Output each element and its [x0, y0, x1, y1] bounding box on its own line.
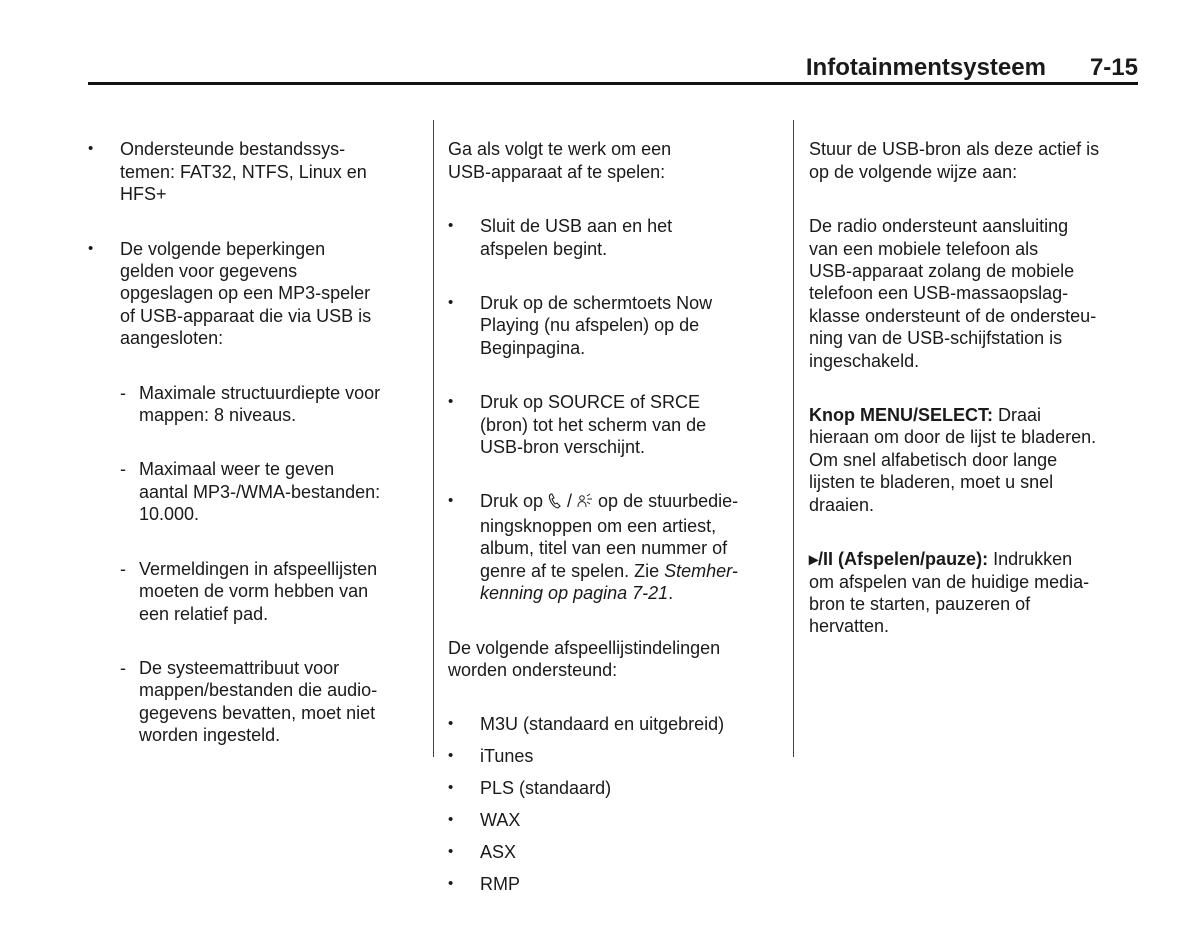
bullet: • — [448, 843, 454, 861]
format-name: iTunes — [480, 746, 534, 767]
control-description: Indrukken om afspelen van de huidige media- bron te starten, pauzeren of hervatten. — [809, 549, 1090, 637]
list-item — [448, 745, 778, 767]
list-item — [88, 138, 418, 205]
bullet: • — [448, 875, 454, 893]
paragraph — [809, 404, 1144, 516]
play-pause-icon: ▸/II — [809, 549, 834, 570]
bullet: • — [448, 294, 454, 312]
text: / — [562, 491, 578, 512]
bullet: • — [448, 811, 454, 829]
format-name: PLS (standaard) — [480, 778, 612, 799]
voice-recognition-icon — [577, 492, 593, 514]
section-title: Infotainmentsysteem — [805, 54, 1046, 81]
bullet: • — [448, 492, 454, 510]
bullet: • — [448, 715, 454, 733]
text: . — [668, 583, 674, 604]
paragraph: Ga als volgt te werk om een USB-apparaat af te spelen: — [448, 139, 672, 182]
bullet: • — [448, 779, 454, 797]
control-label: (Afspelen/pauze): — [833, 549, 989, 570]
bullet: • — [448, 217, 454, 235]
format-name: WAX — [480, 810, 521, 831]
sub-list-item-text: Vermeldingen in afspeellijsten moeten de vorm hebben van een relatief pad. — [139, 558, 378, 624]
sub-list-item — [120, 657, 418, 747]
bullet: • — [88, 140, 94, 158]
column-divider — [793, 120, 794, 757]
list-item — [448, 391, 778, 458]
column-left — [88, 116, 418, 779]
list-item-text: De volgende beperkingen gelden voor gegevens opgeslagen op een MP3-speler of USB-apparaat die via USB is aangesloten: — [120, 238, 372, 349]
bullet: • — [448, 393, 454, 411]
dash: - — [120, 558, 126, 579]
list-item — [448, 292, 778, 359]
list-item-text: Ondersteunde bestandssys- temen: FAT32, NTFS, Linux en HFS+ — [120, 139, 367, 205]
list-item — [448, 809, 778, 831]
paragraph: De radio ondersteunt aansluiting van een mobiele telefoon als USB-apparaat zolang de mobiele telefoon een USB-massaopslag- klasse ondersteunt of de ondersteu- ning van de USB-schijfstation is ingeschakeld. — [809, 216, 1097, 371]
list-item-text: Druk op de schermtoets Now Playing (nu afspelen) op de Beginpagina. — [480, 293, 713, 358]
bullet: • — [448, 747, 454, 765]
format-name: RMP — [480, 874, 520, 895]
sub-list-item-text: De systeemattribuut voor mappen/bestanden die audio- gegevens bevatten, moet niet worden ingesteld. — [139, 657, 378, 746]
list-item — [448, 490, 778, 604]
dash: - — [120, 459, 126, 480]
format-name: M3U (standaard en uitgebreid) — [480, 714, 725, 735]
formats-list — [448, 713, 778, 895]
control-description: Draai hieraan om door de lijst te bladeren. Om snel alfabetisch door lange lijsten te bladeren, moet u snel draaien. — [809, 405, 1097, 515]
page-number: 7-15 — [1089, 54, 1138, 81]
column-middle — [448, 116, 778, 928]
text: Druk op — [480, 491, 549, 512]
dash: - — [120, 657, 126, 678]
page-header — [88, 52, 1138, 82]
bullet: • — [88, 239, 94, 257]
sub-list-item-text: Maximale structuurdiepte voor mappen: 8 niveaus. — [139, 382, 381, 426]
header-rule — [88, 82, 1138, 85]
list-item — [448, 215, 778, 260]
sub-list-item — [120, 458, 418, 525]
list-item — [448, 713, 778, 735]
list-item — [88, 238, 418, 350]
column-divider — [433, 120, 434, 757]
phone-handset-icon — [548, 492, 562, 514]
sub-list-item — [120, 558, 418, 625]
paragraph: De volgende afspeellijstindelingen worden ondersteund: — [448, 637, 721, 680]
dash: - — [120, 382, 126, 403]
list-item-text — [480, 490, 738, 604]
control-label: Knop MENU/SELECT: — [809, 405, 993, 426]
text: op de stuurbedie- ningsknoppen om een artiest, album, titel van een nummer of genre af te spelen. Zie — [480, 491, 739, 581]
paragraph — [809, 548, 1144, 638]
paragraph: Stuur de USB-bron als deze actief is op de volgende wijze aan: — [809, 139, 1100, 182]
list-item-text: Sluit de USB aan en het afspelen begint. — [480, 216, 673, 259]
list-item — [448, 777, 778, 799]
sub-list-item — [120, 382, 418, 427]
sub-list-item-text: Maximaal weer te geven aantal MP3-/WMA-bestanden: 10.000. — [139, 459, 381, 525]
format-name: ASX — [480, 842, 517, 863]
list-item — [448, 873, 778, 895]
list-item — [448, 841, 778, 863]
list-item-text: Druk op SOURCE of SRCE (bron) tot het scherm van de USB-bron verschijnt. — [480, 392, 707, 458]
cross-reference: Stemher- kenning op pagina 7-21 — [480, 560, 738, 604]
column-right — [809, 116, 1144, 670]
